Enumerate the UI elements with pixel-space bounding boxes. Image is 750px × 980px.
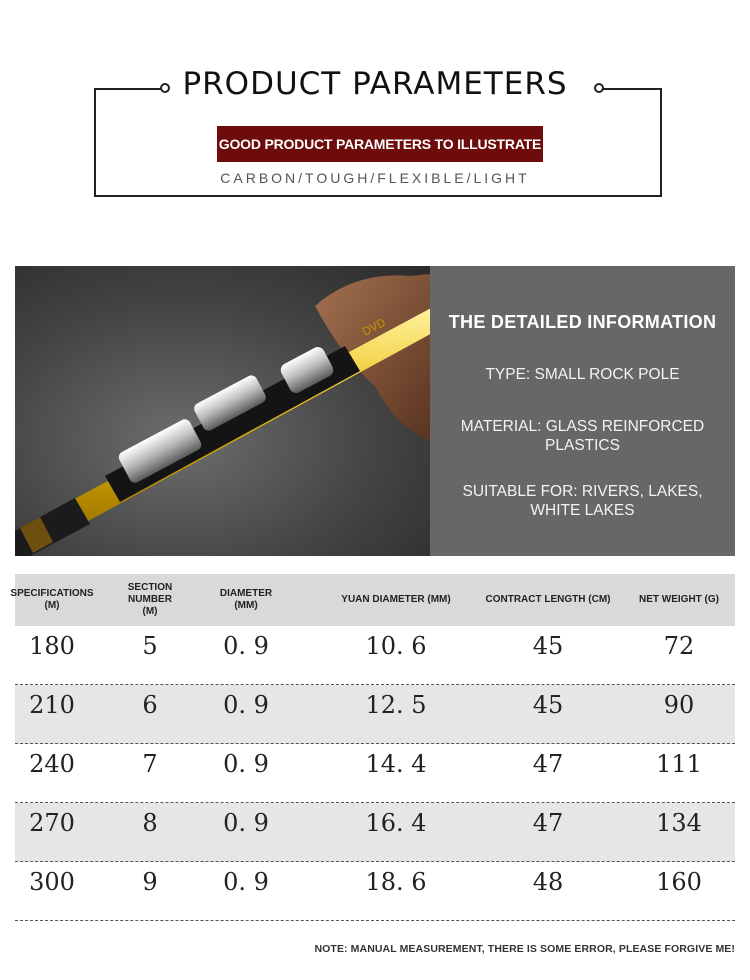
- cell-yuan: 16. 4: [365, 809, 427, 837]
- header-diameter-line1: DIAMETER: [219, 588, 273, 599]
- table-row: [15, 862, 735, 921]
- table-row: [15, 685, 735, 744]
- fishing-rod-photo: [15, 266, 430, 556]
- table-header: [10, 574, 735, 626]
- cell-contract: 48: [532, 868, 564, 896]
- cell-spec: 270: [29, 809, 75, 837]
- cell-contract: 47: [532, 750, 564, 778]
- product-section: [15, 266, 735, 556]
- cell-spec: 240: [29, 750, 75, 778]
- info-type: TYPE: SMALL ROCK POLE: [485, 366, 680, 383]
- info-material: MATERIAL: GLASS REINFORCED PLASTICS: [460, 418, 705, 454]
- header-section-line1: SECTION NUMBER: [127, 582, 173, 605]
- cell-section: 9: [142, 868, 158, 896]
- cell-yuan: 10. 6: [365, 632, 427, 660]
- cell-contract: 45: [532, 632, 564, 660]
- header-section-number: [110, 574, 190, 626]
- cell-yuan: 14. 4: [365, 750, 427, 778]
- page-title: PRODUCT PARAMETERS: [182, 66, 568, 102]
- cell-diameter: 0. 9: [223, 691, 269, 719]
- table-row: [15, 626, 735, 685]
- header-diameter-line2: (MM): [234, 600, 258, 611]
- cell-spec: 300: [29, 868, 75, 896]
- header-section-line2: (M): [142, 606, 158, 617]
- header-specifications: [10, 574, 94, 626]
- cell-diameter: 0. 9: [223, 750, 269, 778]
- cell-weight: 134: [656, 809, 702, 837]
- cell-weight: 111: [656, 750, 702, 778]
- footer-note: NOTE: MANUAL MEASUREMENT, THERE IS SOME ERROR, PLEASE FORGIVE ME!: [314, 943, 735, 955]
- cell-diameter: 0. 9: [223, 868, 269, 896]
- svg-text:DVD: DVD: [360, 315, 388, 339]
- cell-weight: 160: [656, 868, 702, 896]
- header-contract-length: CONTRACT LENGTH (CM): [485, 594, 611, 605]
- header-yuan-diameter: YUAN DIAMETER (MM): [341, 594, 451, 605]
- cell-contract: 45: [532, 691, 564, 719]
- cell-yuan: 12. 5: [365, 691, 427, 719]
- table-row: [15, 744, 735, 803]
- header-diameter: [215, 574, 277, 626]
- spec-table: [10, 574, 735, 921]
- cell-section: 5: [142, 632, 158, 660]
- cell-spec: 210: [29, 691, 75, 719]
- cell-weight: 72: [663, 632, 695, 660]
- header-net-weight: NET WEIGHT (G): [639, 594, 719, 605]
- cell-diameter: 0. 9: [223, 632, 269, 660]
- header-spec-line1: SPECIFICATIONS: [10, 588, 94, 599]
- cell-diameter: 0. 9: [223, 809, 269, 837]
- cell-section: 7: [142, 750, 158, 778]
- cell-section: 8: [142, 809, 158, 837]
- header-spec-line2: (M): [44, 600, 60, 611]
- detail-info-panel: [430, 266, 735, 556]
- cell-spec: 180: [29, 632, 75, 660]
- info-suitable: SUITABLE FOR: RIVERS, LAKES, WHITE LAKES: [462, 483, 703, 519]
- cell-contract: 47: [532, 809, 564, 837]
- cell-weight: 90: [663, 691, 695, 719]
- subtitle-banner: GOOD PRODUCT PARAMETERS TO ILLUSTRATE: [217, 126, 543, 162]
- cell-yuan: 18. 6: [365, 868, 427, 896]
- tagline: CARBON/TOUGH/FLEXIBLE/LIGHT: [220, 170, 530, 186]
- table-row: [15, 803, 735, 862]
- info-title: THE DETAILED INFORMATION: [448, 312, 717, 332]
- cell-section: 6: [142, 691, 158, 719]
